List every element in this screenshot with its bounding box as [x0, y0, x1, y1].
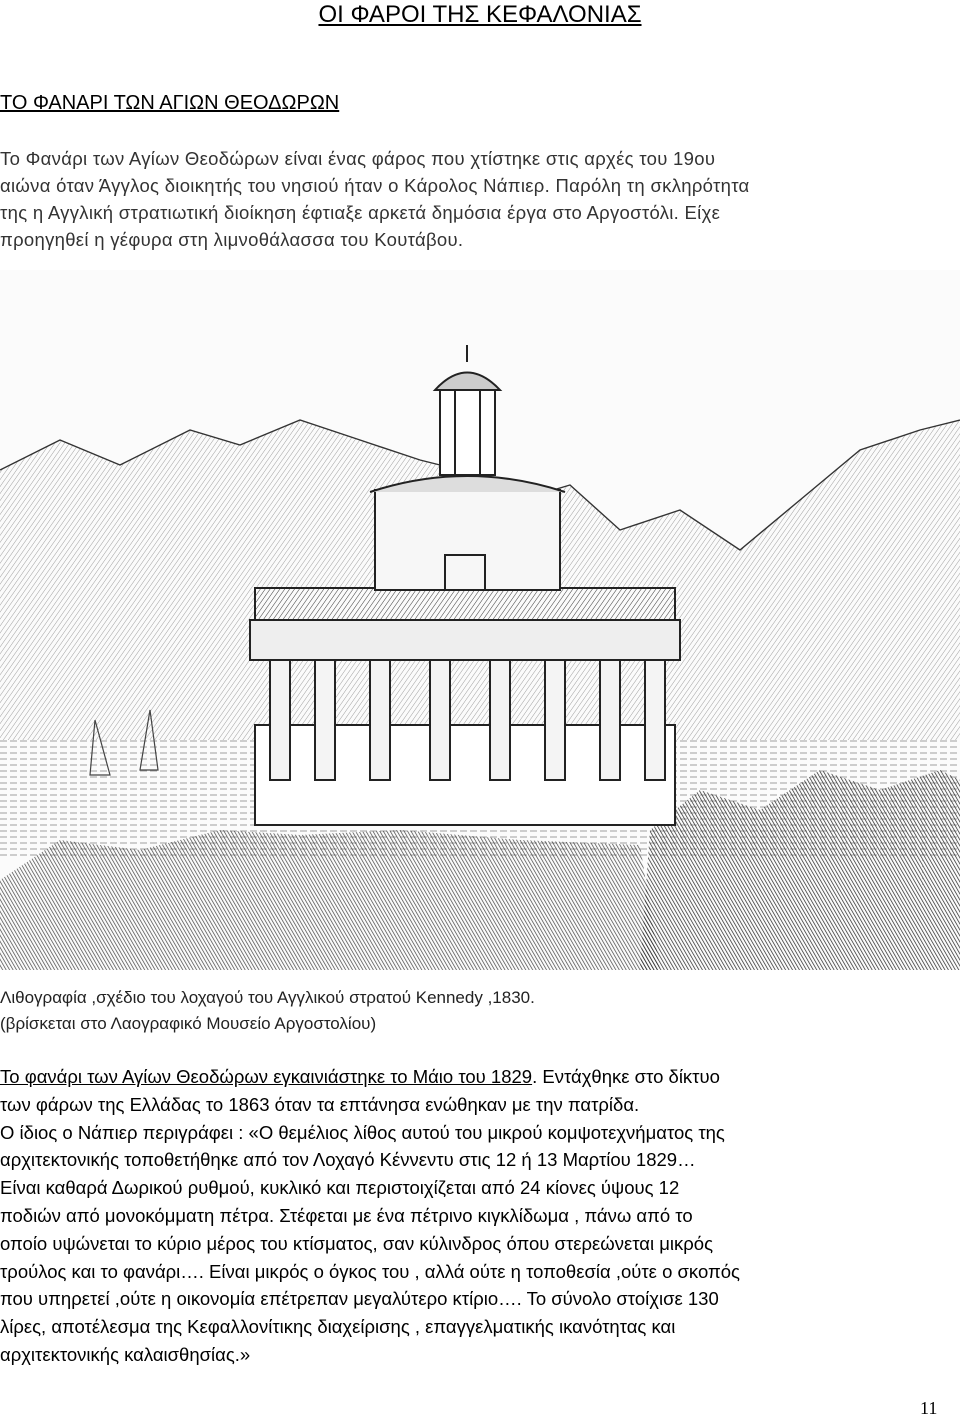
intro-line: αιώνα όταν Άγγλος διοικητής του νησιού ήταν ο Κάρολος Νάπιερ. Παρόλη τη σκληρότητα	[0, 175, 750, 196]
section-heading: ΤΟ ΦΑΝΑΡΙ ΤΩΝ ΑΓΙΩΝ ΘΕΟΔΩΡΩΝ	[0, 92, 340, 114]
inauguration-text: Το φανάρι των Αγίων Θεοδώρων εγκαινιάστηκε το Μάιο του 1829	[0, 1066, 533, 1087]
intro-line: της η Αγγλική στρατιωτική διοίκηση έφτιαξε αρκετά δημόσια έργα στο Αργοστόλι. Είχε	[0, 202, 721, 223]
intro-line: Το Φανάρι των Αγίων Θεοδώρων είναι ένας φάρος που χτίστηκε στις αρχές του 19ου	[0, 148, 716, 169]
body-line-1-rest: . Εντάχθηκε στο δίκτυο	[532, 1066, 720, 1087]
body-line: αρχιτεκτονικής καλαισθησίας.»	[0, 1343, 251, 1365]
body-line-1	[0, 1063, 940, 1091]
page-number: 11	[920, 1398, 938, 1418]
body-line: λίρες, αποτέλεσμα της Κεφαλλονίτικης διαχείρισης , επαγγελματικής ικανότητας και	[0, 1316, 676, 1338]
body-line: ποδιών από μονοκόμματη πέτρα. Στέφεται με ένα πέτρινο κιγκλίδωμα , πάνω από το	[0, 1204, 693, 1226]
body-line: που υπηρετεί ,ούτε η οικονομία επέτρεπαν μεγαλύτερο κτίριο…. Το σύνολο στοίχισε 130	[0, 1288, 719, 1310]
lighthouse-lithograph-drawing	[0, 270, 960, 970]
body-line: Ο ίδιος ο Νάπιερ περιγράφει : «Ο θεμέλιος λίθος αυτού του μικρού κομψοτεχνήματος της	[0, 1121, 725, 1143]
body-paragraph	[0, 1063, 940, 1369]
body-line: Είναι καθαρά Δωρικού ρυθμού, κυκλικό και περιστοιχίζεται από 24 κίονες ύψους 12	[0, 1177, 680, 1199]
intro-paragraph	[0, 145, 940, 253]
body-line: τρούλος και το φανάρι…. Είναι μικρός ο όγκος του , αλλά ούτε η τοποθεσία ,ούτε ο σκοπός	[0, 1260, 740, 1282]
lighthouse-lithograph	[0, 270, 960, 970]
page-title: ΟΙ ΦΑΡΟΙ ΤΗΣ ΚΕΦΑΛΟΝΙΑΣ	[318, 1, 642, 28]
body-line: αρχιτεκτονικής τοποθετήθηκε από τον Λοχαγό Κέννεντυ στις 12 ή 13 Μαρτίου 1829…	[0, 1149, 696, 1171]
figure-caption: Λιθογραφία ,σχέδιο του λοχαγού του Αγγλικού στρατού Kennedy ,1830.	[0, 988, 535, 1007]
body-line: των φάρων της Ελλάδας το 1863 όταν τα επτάνησα ενώθηκαν με την πατρίδα.	[0, 1093, 640, 1115]
figure-caption-location: (βρίσκεται στο Λαογραφικό Μουσείο Αργοστολίου)	[0, 1014, 377, 1033]
body-line: οποίο υψώνεται το κύριο μέρος του κτίσματος, σαν κύλινδρος όπου στερεώνεται μικρός	[0, 1232, 713, 1254]
intro-line: προηγηθεί η γέφυρα στη λιμνοθάλασσα του Κουτάβου.	[0, 229, 464, 250]
